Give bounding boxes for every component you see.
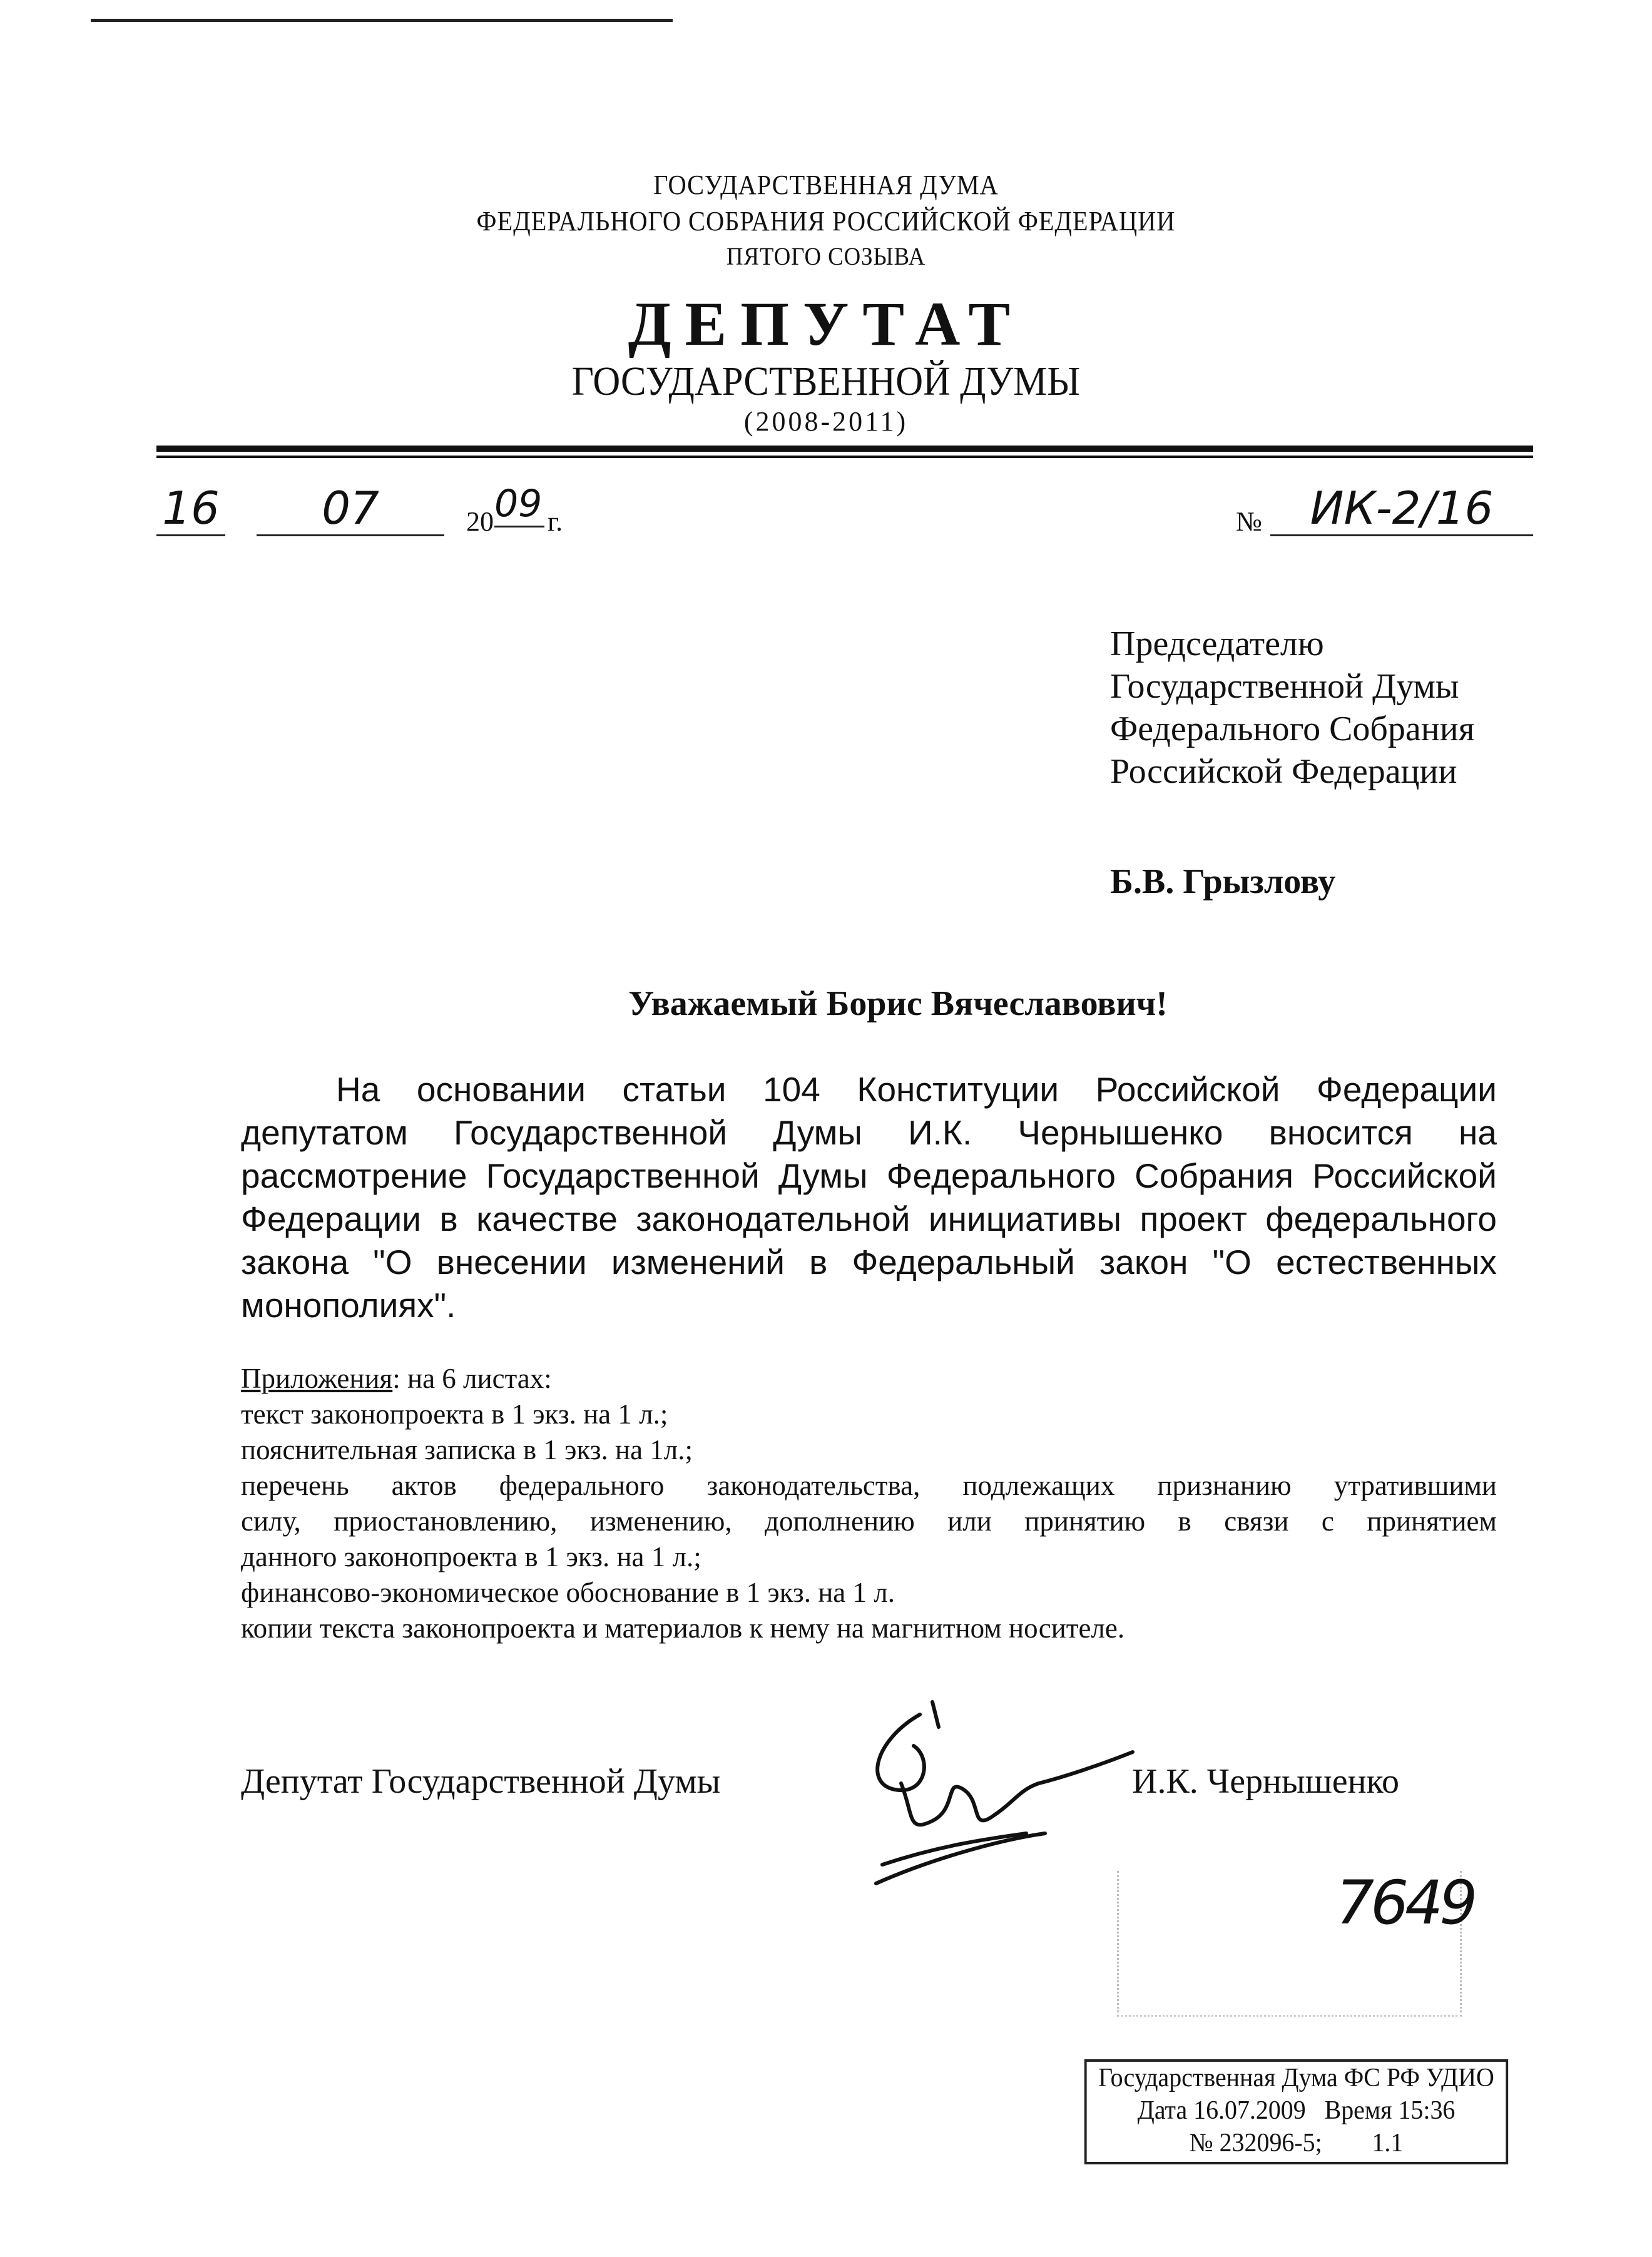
- body-line: Федерации в качестве законодательной инициативы проект федерального: [241, 1200, 1497, 1238]
- addressee-line: Федерального Собрания: [1110, 710, 1475, 748]
- letterhead-line-1: ГОСУДАРСТВЕННАЯ ДУМА: [653, 170, 999, 200]
- registration-stamp: [1084, 2059, 1508, 2164]
- attachments-count: : на 6 листах:: [392, 1363, 552, 1394]
- letterhead-subtitle: ГОСУДАРСТВЕННОЙ ДУМЫ: [571, 359, 1081, 404]
- attachments-list: [241, 1361, 1497, 1646]
- attachment-item: копии текста законопроекта и материалов к нему на магнитном носителе.: [241, 1613, 1125, 1644]
- body-line: депутатом Государственной Думы И.К. Чернышенко вносится на: [241, 1113, 1497, 1152]
- addressee-line: Председателю: [1110, 624, 1324, 663]
- attachment-item: финансово-экономическое обоснование в 1 экз. на 1 л.: [241, 1577, 895, 1608]
- date-day: 16: [156, 482, 225, 536]
- attachment-item: текст законопроекта в 1 экз. на 1 л.;: [241, 1399, 668, 1430]
- letterhead-line-2: ФЕДЕРАЛЬНОГО СОБРАНИЯ РОССИЙСКОЙ ФЕДЕРАЦИИ: [476, 206, 1176, 237]
- addressee-line: Государственной Думы: [1110, 667, 1459, 706]
- stamp-line: № 232096-5; 1.1: [1189, 2129, 1404, 2158]
- incoming-number: 7649: [1336, 1868, 1474, 1938]
- handwritten-signature: [839, 1689, 1139, 1890]
- header-rule-thin: [156, 456, 1533, 458]
- addressee-name: Б.В. Грызлову: [1110, 862, 1336, 901]
- date-year-suffix: 09: [494, 482, 544, 527]
- letterhead-line-3: ПЯТОГО СОЗЫВА: [726, 242, 926, 270]
- body-line: монополиях".: [241, 1286, 456, 1325]
- addressee-block: [1110, 623, 1474, 793]
- body-line: закона "О внесении изменений в Федеральный закон "О естественных: [241, 1243, 1497, 1281]
- attachments-heading: [241, 1361, 1497, 1397]
- date-year-mark: г.: [548, 506, 563, 537]
- signature-name: И.К. Чернышенко: [1132, 1762, 1399, 1801]
- outgoing-date: [156, 482, 594, 538]
- stamp-line: Дата 16.07.2009 Время 15:36: [1137, 2096, 1456, 2125]
- letterhead-years: (2008-2011): [743, 406, 909, 437]
- attachment-item: данного законопроекта в 1 экз. на 1 л.;: [241, 1541, 701, 1572]
- addressee-line: Российской Федерации: [1110, 752, 1457, 791]
- date-year-prefix: 20: [466, 506, 494, 537]
- attachment-item: пояснительная записка в 1 экз. на 1л.;: [241, 1434, 693, 1465]
- stamp-line: Государственная Дума ФС РФ УДИО: [1098, 2064, 1494, 2092]
- body-paragraph: [241, 1068, 1497, 1327]
- signature-position: Депутат Государственной Думы: [241, 1762, 721, 1801]
- attachment-item: перечень актов федерального законодательства, подлежащих признанию утратившими: [241, 1470, 1497, 1501]
- number-label: №: [1236, 506, 1262, 537]
- body-line: На основании статьи 104 Конституции Российской Федерации: [336, 1070, 1497, 1109]
- attachment-item: силу, приостановлению, изменению, дополнению или принятию в связи с принятием: [241, 1506, 1497, 1537]
- letterhead-title: ДЕПУТАТ: [628, 289, 1024, 359]
- outgoing-number: [1236, 482, 1536, 538]
- number-value: ИК-2/16: [1270, 482, 1533, 536]
- attachments-label: Приложения: [241, 1363, 393, 1394]
- top-scan-line: [91, 19, 673, 22]
- salutation: Уважаемый Борис Вячеславович!: [628, 984, 1168, 1023]
- body-line: рассмотрение Государственной Думы Федерального Собрания Российской: [241, 1156, 1497, 1195]
- header-rule-thick: [156, 446, 1533, 452]
- date-month: 07: [257, 482, 444, 536]
